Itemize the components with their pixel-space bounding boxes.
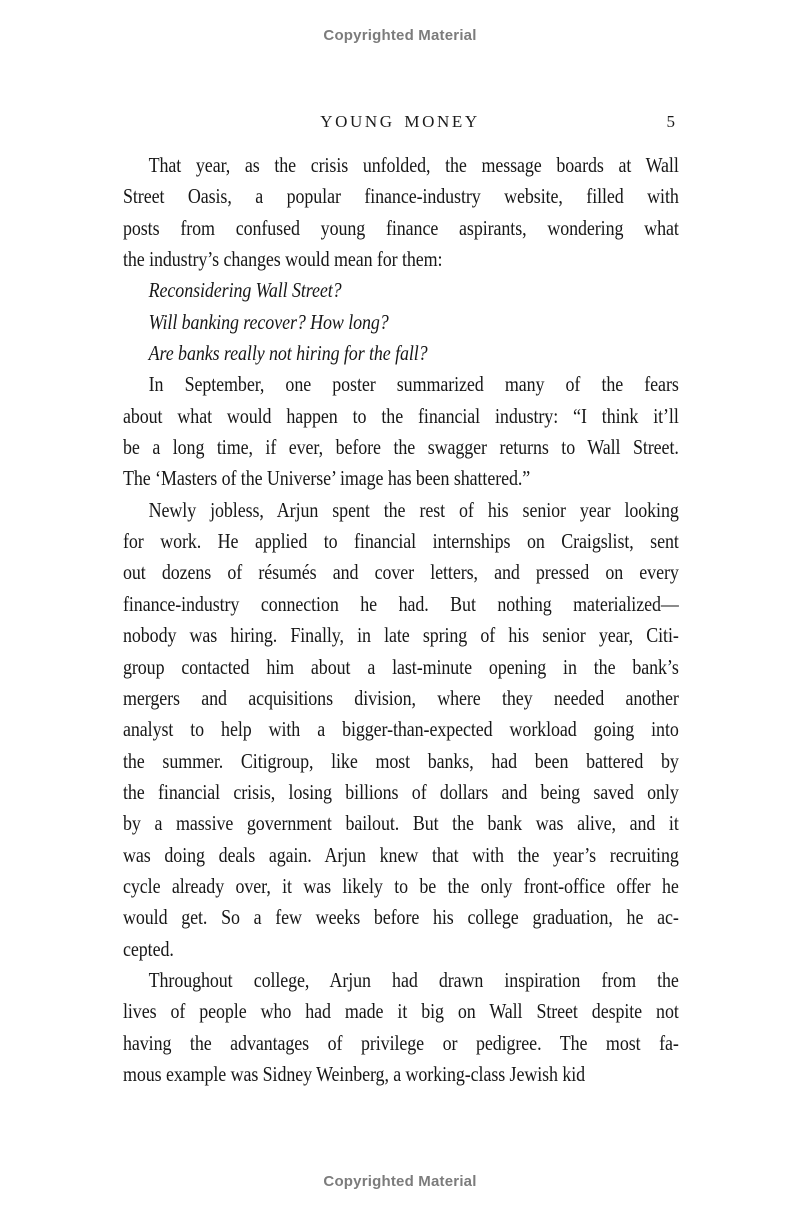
text-line: analyst to help with a bigger-than-expected workload going into — [123, 717, 679, 742]
book-title-header: YOUNG MONEY — [320, 112, 480, 131]
text-line: the financial crisis, losing billions of dollars and being saved only — [123, 779, 679, 804]
quote-line-3 — [123, 338, 679, 369]
text-line: Throughout college, Arjun had drawn inspiration from the — [148, 967, 679, 992]
text-line: group contacted him about a last-minute opening in the bank’s — [123, 654, 679, 679]
text-line: finance-industry connection he had. But nothing materialized— — [123, 591, 679, 616]
paragraph-1 — [123, 150, 679, 275]
paragraph-3 — [123, 495, 679, 965]
body-text — [123, 150, 679, 1090]
paragraph-4 — [123, 965, 679, 1090]
quote-line-1 — [123, 275, 679, 306]
text-line: cepted. — [123, 936, 174, 961]
text-line: having the advantages of privilege or pedigree. The most fa- — [123, 1030, 679, 1055]
text-line: be a long time, if ever, before the swagger returns to Wall Street. — [123, 435, 679, 460]
text-line: posts from confused young finance aspirants, wondering what — [123, 215, 679, 240]
text-line: the industry’s changes would mean for them: — [123, 247, 443, 272]
text-line: Are banks really not hiring for the fall? — [148, 341, 428, 366]
quote-line-2 — [123, 307, 679, 338]
text-line: the summer. Citigroup, like most banks, had been battered by — [123, 748, 679, 773]
text-line: Will banking recover? How long? — [148, 309, 389, 334]
text-line: cycle already over, it was likely to be the only front-office offer he — [123, 873, 679, 898]
text-line: about what would happen to the financial industry: “I think it’ll — [123, 403, 679, 428]
text-line: In September, one poster summarized many of the fears — [148, 372, 679, 397]
text-line: Reconsidering Wall Street? — [148, 278, 342, 303]
copyright-notice-top: Copyrighted Material — [323, 27, 477, 44]
text-line: That year, as the crisis unfolded, the message boards at Wall — [148, 153, 679, 177]
text-line: lives of people who had made it big on Wall Street despite not — [123, 999, 679, 1024]
text-line: for work. He applied to financial internships on Craigslist, sent — [123, 529, 679, 554]
text-line: was doing deals again. Arjun knew that with the year’s recruiting — [123, 842, 679, 867]
paragraph-2 — [123, 369, 679, 494]
text-line: mergers and acquisitions division, where they needed another — [123, 685, 679, 710]
text-line: The ‘Masters of the Universe’ image has been shattered.” — [123, 466, 531, 491]
text-line: would get. So a few weeks before his college graduation, he ac- — [123, 905, 679, 930]
text-line: Newly jobless, Arjun spent the rest of his senior year looking — [148, 497, 679, 522]
text-line: nobody was hiring. Finally, in late spring of his senior year, Citi- — [123, 623, 679, 648]
copyright-notice-bottom: Copyrighted Material — [323, 1173, 477, 1190]
text-line: out dozens of résumés and cover letters, and pressed on every — [123, 560, 679, 585]
text-line: mous example was Sidney Weinberg, a working-class Jewish kid — [123, 1061, 586, 1086]
text-line: Street Oasis, a popular finance-industry website, filled with — [123, 184, 679, 209]
text-line: by a massive government bailout. But the bank was alive, and it — [123, 811, 679, 836]
running-header — [123, 112, 677, 134]
page-number: 5 — [666, 112, 675, 131]
